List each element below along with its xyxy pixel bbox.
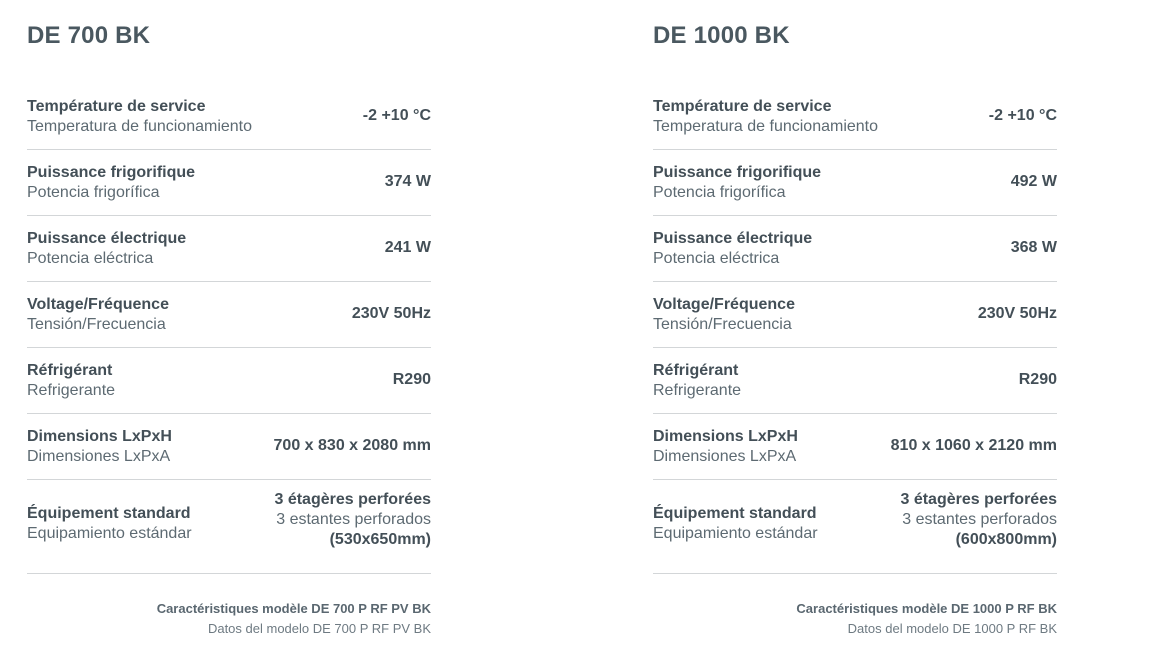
spec-row-temperature <box>27 84 431 150</box>
equipment-value-size: (600x800mm) <box>955 531 1057 548</box>
label-es: Potencia eléctrica <box>27 250 154 267</box>
label-fr: Dimensions LxPxH <box>27 428 172 445</box>
label-es: Potencia frigorífica <box>653 184 786 201</box>
spec-row-voltage <box>653 282 1057 348</box>
spec-row-temperature <box>653 84 1057 150</box>
spec-row-refrigerant <box>653 348 1057 414</box>
label-es: Equipamiento estándar <box>653 525 818 542</box>
spec-row-dimensions <box>653 414 1057 480</box>
footer-es: Datos del modelo DE 1000 P RF BK <box>847 621 1057 636</box>
label-fr: Voltage/Fréquence <box>27 296 169 313</box>
spec-value: R290 <box>1018 371 1057 388</box>
label-es: Dimensiones LxPxA <box>27 448 171 465</box>
spec-value: 368 W <box>1010 239 1057 256</box>
label-fr: Réfrigérant <box>653 362 739 379</box>
spec-row-equipment <box>27 480 431 574</box>
equipment-value-es: 3 estantes perforados <box>902 511 1057 528</box>
spec-row-voltage <box>27 282 431 348</box>
footer-fr: Caractéristiques modèle DE 700 P RF PV BK <box>156 601 431 616</box>
label-es: Temperatura de funcionamiento <box>27 118 253 135</box>
label-es: Dimensiones LxPxA <box>653 448 797 465</box>
model-footer <box>796 599 1057 639</box>
spec-row-refrigerant <box>27 348 431 414</box>
footer-es: Datos del modelo DE 700 P RF PV BK <box>207 621 431 636</box>
model-title: DE 700 BK <box>27 22 151 49</box>
spec-value: 241 W <box>384 239 431 256</box>
label-fr: Réfrigérant <box>27 362 113 379</box>
spec-value: -2 +10 °C <box>988 107 1057 124</box>
label-fr: Équipement standard <box>653 505 817 522</box>
label-es: Tensión/Frecuencia <box>653 316 792 333</box>
equipment-value-es: 3 estantes perforados <box>276 511 431 528</box>
label-es: Tensión/Frecuencia <box>27 316 166 333</box>
label-es: Equipamiento estándar <box>27 525 192 542</box>
label-fr: Température de service <box>27 98 206 115</box>
spec-value: 230V 50Hz <box>351 305 431 322</box>
equipment-value-fr: 3 étagères perforées <box>900 491 1057 508</box>
label-fr: Dimensions LxPxH <box>653 428 798 445</box>
equipment-value-fr: 3 étagères perforées <box>274 491 431 508</box>
spec-row-dimensions <box>27 414 431 480</box>
equipment-value-size: (530x650mm) <box>329 531 431 548</box>
spec-value: 230V 50Hz <box>977 305 1057 322</box>
label-fr: Température de service <box>653 98 832 115</box>
spec-row-cooling-power <box>27 150 431 216</box>
label-fr: Équipement standard <box>27 505 191 522</box>
spec-row-electric-power <box>653 216 1057 282</box>
label-fr: Voltage/Fréquence <box>653 296 795 313</box>
spec-value: 492 W <box>1010 173 1057 190</box>
footer-fr: Caractéristiques modèle DE 1000 P RF BK <box>796 601 1057 616</box>
label-es: Potencia eléctrica <box>653 250 780 267</box>
spec-table <box>653 84 1057 574</box>
model-title: DE 1000 BK <box>653 22 790 49</box>
label-fr: Puissance électrique <box>653 230 813 247</box>
spec-row-cooling-power <box>653 150 1057 216</box>
label-es: Refrigerante <box>27 382 116 399</box>
label-fr: Puissance frigorifique <box>653 164 822 181</box>
label-fr: Puissance frigorifique <box>27 164 196 181</box>
label-es: Refrigerante <box>653 382 742 399</box>
model-footer <box>157 599 431 639</box>
spec-row-electric-power <box>27 216 431 282</box>
spec-row-equipment <box>653 480 1057 574</box>
spec-value: -2 +10 °C <box>362 107 431 124</box>
spec-value: 810 x 1060 x 2120 mm <box>890 437 1057 454</box>
spec-table <box>27 84 431 574</box>
spec-value: R290 <box>392 371 431 388</box>
spec-value <box>274 490 431 550</box>
label-fr: Puissance électrique <box>27 230 187 247</box>
spec-value <box>900 490 1057 550</box>
label-es: Temperatura de funcionamiento <box>653 118 879 135</box>
spec-value: 374 W <box>384 173 431 190</box>
spec-value: 700 x 830 x 2080 mm <box>273 437 431 454</box>
label-es: Potencia frigorífica <box>27 184 160 201</box>
